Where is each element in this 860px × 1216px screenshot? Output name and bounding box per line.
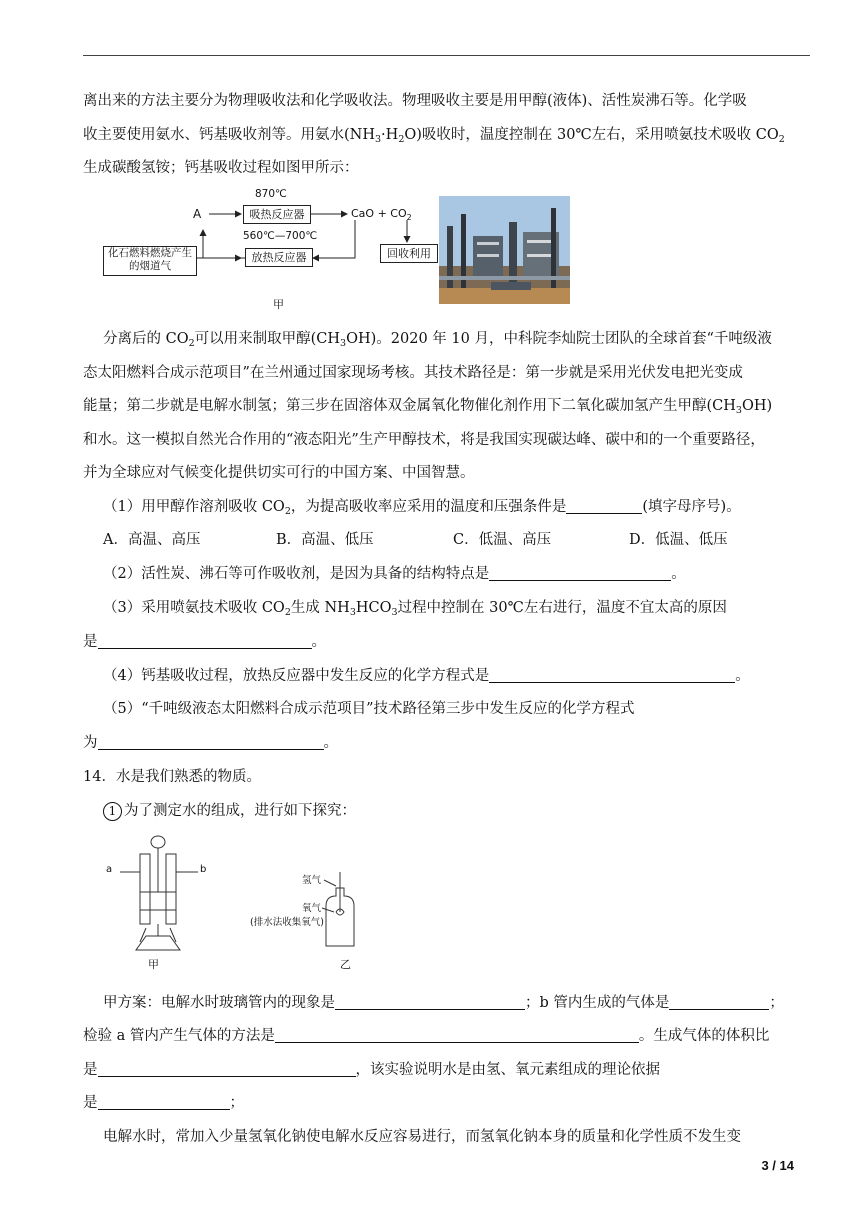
flue-gas-box: 化石燃料燃烧产生的烟道气 bbox=[103, 246, 197, 276]
q14-line1: 甲方案：电解水时玻璃管内的现象是 ；b 管内生成的气体是 ； bbox=[103, 995, 784, 1011]
option-b: B．高温、低压 bbox=[276, 532, 374, 548]
question-4: （4）钙基吸收过程，放热反应器中发生反应的化学方程式是 。 bbox=[103, 668, 750, 684]
question-2: （2）活性炭、沸石等可作吸收剂，是因为具备的结构特点是 。 bbox=[103, 566, 686, 582]
answer-blank-9[interactable] bbox=[98, 1060, 356, 1077]
figure-jia-caption-2: 甲 bbox=[148, 958, 159, 971]
paragraph2-line4: 和水。这一模拟自然光合作用的“液态阳光”生产甲醇技术，将是我国实现碳达峰、碳中和的一个重要路径， bbox=[83, 432, 765, 448]
label-a-tube: a bbox=[106, 864, 113, 875]
label-a: A bbox=[193, 207, 202, 221]
option-a: A．高温、高压 bbox=[103, 532, 201, 548]
label-oxygen-note: (排水法收集氧气) bbox=[250, 917, 324, 928]
paragraph1-line2: 收主要使用氨水、钙基吸收剂等。用氨水$(NH_3\cdot H_2O)$吸收时，温度控制在 30℃左右，采用喷氨技术吸收 $CO_2$ bbox=[83, 127, 785, 145]
question-14-title: 14．水是我们熟悉的物质。 bbox=[83, 769, 261, 785]
release-reactor-box: 放热反应器 bbox=[245, 248, 313, 267]
answer-blank-8[interactable] bbox=[275, 1026, 639, 1043]
header-rule bbox=[83, 55, 810, 56]
electrolysis-apparatus bbox=[100, 832, 380, 972]
page-number: 3 / 14 bbox=[761, 1158, 794, 1173]
recycle-box: 回收利用 bbox=[380, 244, 438, 263]
answer-blank-6[interactable] bbox=[335, 993, 525, 1010]
answer-blank-3[interactable] bbox=[98, 632, 312, 649]
question-5-line2: 为 。 bbox=[83, 735, 338, 751]
q14-line5: 电解水时，常加入少量氢氧化钠使电解水反应容易进行，而氢氧化钠本身的质量和化学性质不发生变 bbox=[103, 1129, 741, 1145]
paragraph1-line1: 离出来的方法主要分为物理吸收法和化学吸收法。物理吸收主要是用甲醇(液体)、活性炭沸石等。化学吸 bbox=[83, 93, 747, 109]
label-hydrogen: 氢气 bbox=[302, 875, 322, 886]
option-d: D．低温、低压 bbox=[629, 532, 728, 548]
paragraph2-line1: 分离后的 $CO_2$可以用来制取甲醇$(CH_3OH)$。2020 年 10 月，中科院李灿院士团队的全球首套“千吨级液 bbox=[103, 331, 772, 349]
figure-yi-caption: 乙 bbox=[340, 958, 351, 971]
paragraph1-line3: 生成碳酸氢铵；钙基吸收过程如图甲所示： bbox=[83, 160, 359, 176]
answer-blank-2[interactable] bbox=[489, 564, 671, 581]
answer-blank-7[interactable] bbox=[669, 993, 769, 1010]
paragraph2-line3: 能量；第二步就是电解水制氢；第三步在固溶体双金属氧化物催化剂作用下二氧化碳加氢产生甲醇$(CH_3OH)$ bbox=[83, 398, 773, 416]
label-b-tube: b bbox=[200, 864, 207, 875]
products-label: CaO + $CO_2$ bbox=[351, 207, 412, 223]
answer-blank-4[interactable] bbox=[489, 666, 735, 683]
answer-blank-10[interactable] bbox=[98, 1093, 230, 1110]
circled-number: 1 bbox=[103, 802, 122, 821]
answer-blank-1[interactable] bbox=[566, 497, 642, 514]
temp-870: 870℃ bbox=[255, 188, 287, 200]
option-c: C．低温、高压 bbox=[453, 532, 552, 548]
question-3-line2: 是 。 bbox=[83, 634, 326, 650]
label-oxygen: 氧气 bbox=[302, 903, 322, 914]
q14-line3: 是 ，该实验说明水是由氢、氧元素组成的理论依据 bbox=[83, 1062, 660, 1078]
temp-range: 560℃—700℃ bbox=[243, 230, 318, 242]
question-5-line1: （5）“千吨级液态太阳燃料合成示范项目”技术路径第三步中发生反应的化学方程式 bbox=[103, 701, 635, 717]
plant-image bbox=[439, 196, 570, 304]
figure-jia-diagram bbox=[95, 188, 435, 313]
absorb-reactor-box: 吸热反应器 bbox=[243, 205, 311, 224]
question-1: （1）用甲醇作溶剂吸收 $CO_2$，为提高吸收率应采用的温度和压强条件是 (填字母序号)。 bbox=[103, 499, 741, 517]
question-14-intro: 1 为了测定水的组成，进行如下探究： bbox=[103, 796, 833, 826]
q14-line4: 是 ； bbox=[83, 1095, 244, 1111]
figure-jia-caption: 甲 bbox=[273, 298, 284, 311]
industrial-plant-photo bbox=[439, 196, 570, 304]
paragraph2-line2: 态太阳燃料合成示范项目”在兰州通过国家现场考核。其技术路径是：第一步就是采用光伏发电把光变成 bbox=[83, 365, 743, 381]
answer-blank-5[interactable] bbox=[98, 733, 324, 750]
paragraph2-line5: 并为全球应对气候变化提供切实可行的中国方案、中国智慧。 bbox=[83, 465, 475, 481]
electrolysis-figures bbox=[100, 832, 380, 972]
q14-line2: 检验 a 管内产生气体的方法是 。生成气体的体积比 bbox=[83, 1028, 770, 1044]
question-3-line1: （3）采用喷氨技术吸收 $CO_2$生成 $NH_3HCO_3$过程中控制在 30℃左右进行，温度不宜太高的原因 bbox=[103, 600, 727, 618]
